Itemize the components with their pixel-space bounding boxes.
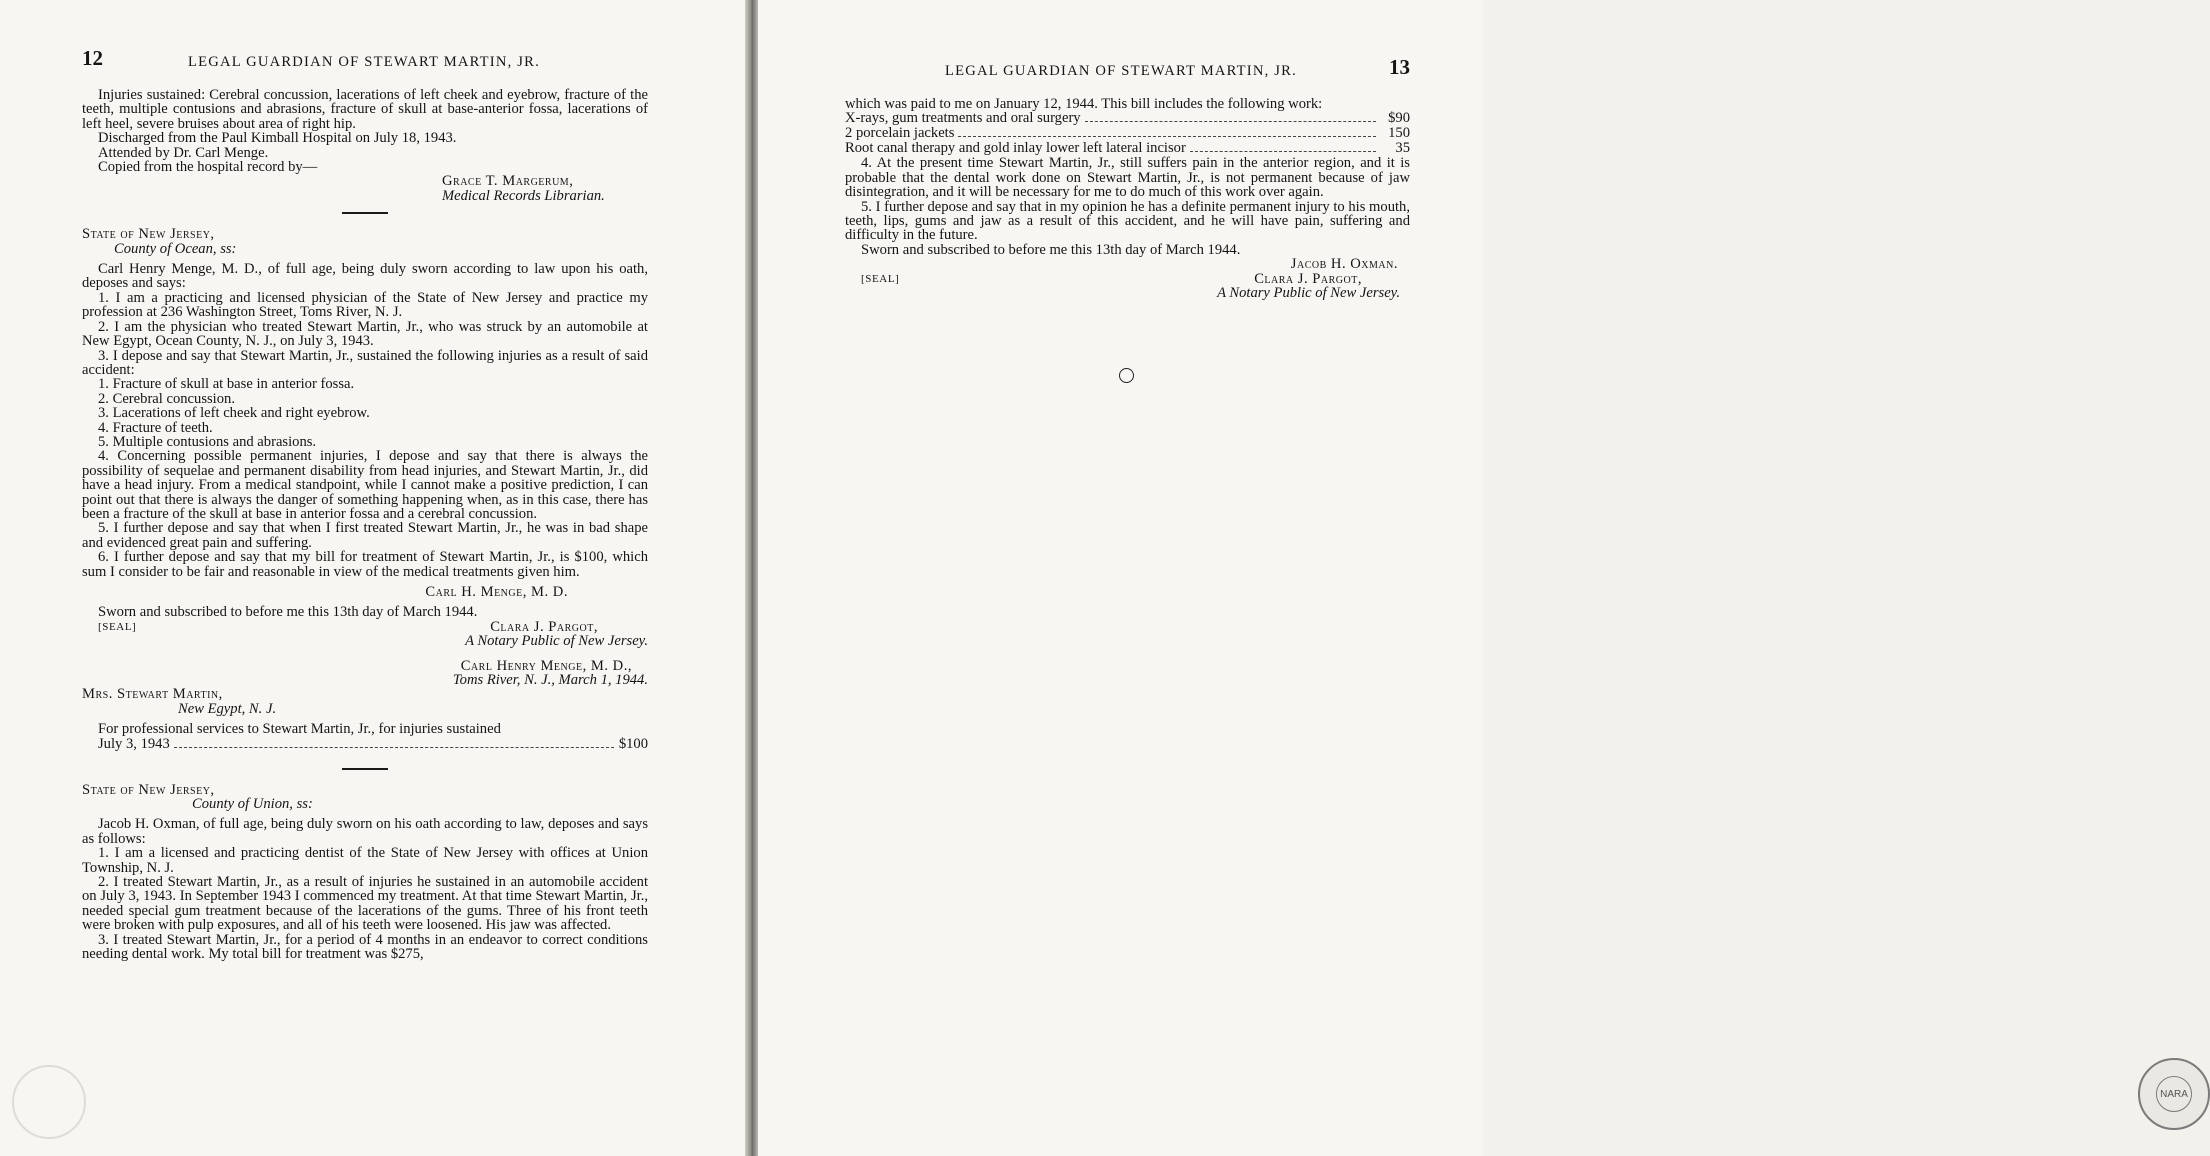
copied-line: Copied from the hospital record by— [98, 159, 318, 176]
affidavit-intro: Jacob H. Oxman, of full age, being duly sworn on his oath according to law, deposes and says as follows: [82, 816, 648, 847]
sworn-line: Sworn and subscribed to before me this 13th day of March 1944. [861, 241, 1241, 258]
bill-description: For professional services to Stewart Martin, Jr., for injuries sustained [98, 721, 501, 738]
affidavit-paragraph: 2. I am the physician who treated Stewart Martin, Jr., who was struck by an automobile at New Egypt, Ocean County, N. J., on July 3, 1943. [82, 318, 648, 350]
bill-amount: $100 [618, 735, 648, 752]
injuries-paragraph: Injuries sustained: Cerebral concussion, lacerations of left cheek and eyebrow, fracture of the teeth, multiple contusions and abrasions, fracture of skull at base-anterior fossa, lacerations of left heel, severe bruises about area of right hip. [82, 87, 648, 132]
page-header [845, 55, 1410, 84]
injury-list-item: 2. Cerebral concussion. [98, 390, 235, 407]
injury-list-item: 3. Lacerations of left cheek and right eyebrow. [98, 405, 370, 422]
discharge-line: Discharged from the Paul Kimball Hospital on July 18, 1943. [98, 130, 457, 147]
affidavit-paragraph: 2. I treated Stewart Martin, Jr., as a result of injuries he sustained in an automobile accident on July 3, 1943. In September 1943 I commenced my treatment. At that time Stewart Martin, Jr., needed special gum treatment because of the lacerations of the gums. Three of his front teeth were broken with pulp exposures, and all of his teeth were loosened. His jaw was affected. [82, 874, 648, 934]
page-number: 12 [82, 46, 103, 70]
itemized-line [845, 126, 1410, 141]
item-amount: 35 [1395, 140, 1410, 157]
affidavit-intro: Carl Henry Menge, M. D., of full age, being duly sworn according to law upon his oath, deposes and says: [82, 261, 648, 292]
bill-date: July 3, 1943 [98, 735, 170, 752]
notary-title: A Notary Public of New Jersey. [465, 633, 648, 650]
bill-to: Mrs. Stewart Martin, [82, 686, 223, 703]
item-amount: 150 [1388, 125, 1410, 142]
section-rule [342, 212, 388, 214]
item-label: X-rays, gum treatments and oral surgery [845, 110, 1081, 127]
dot-leader [174, 746, 614, 748]
affidavit-paragraph: 3. I depose and say that Stewart Martin, Jr., sustained the following injuries as a result of said accident: [82, 347, 648, 378]
bill-place-date: Toms River, N. J., March 1, 1944. [452, 672, 648, 689]
affidavit-paragraph: 1. I am a licensed and practicing dentist of the State of New Jersey with offices at Union Township, N. J. [82, 845, 648, 876]
dot-leader [1085, 120, 1376, 122]
affidavit-paragraph: 5. I further depose and say that when I first treated Stewart Martin, Jr., he was in bad shape and evidenced great pain and suffering. [82, 520, 648, 551]
librarian-title: Medical Records Librarian. [442, 187, 605, 204]
venue-state: State of New Jersey, [82, 781, 215, 798]
venue-county: County of Ocean, ss: [114, 240, 237, 257]
continuation-paragraph: which was paid to me on January 12, 1944. This bill includes the following work: [845, 96, 1323, 112]
item-label: 2 porcelain jackets [845, 125, 955, 142]
injury-list-item: 5. Multiple contusions and abrasions. [98, 433, 317, 450]
seal-mark: [SEAL] [861, 272, 900, 285]
page-number: 13 [1389, 55, 1410, 79]
dot-leader [958, 135, 1376, 137]
seal-mark: [SEAL] [98, 620, 137, 633]
attended-line: Attended by Dr. Carl Menge. [98, 144, 269, 161]
librarian-signature: Grace T. Margerum, [442, 173, 574, 190]
venue-state: State of New Jersey, [82, 226, 215, 243]
affidavit-paragraph: 4. Concerning possible permanent injuries, I depose and say that there is always the possibility of sequelae and permanent disability from head injuries, and Stewart Martin, Jr., did have a head injury. From a medical standpoint, while I cannot make a positive prediction, I can point out that there is always the danger of something happening when, as in this case, there has been a fracture of the skull at base in anterior fossa and a cerebral concussion. [82, 448, 648, 522]
notary-name: Clara J. Pargot, [490, 618, 598, 635]
page-header [82, 46, 648, 75]
bill-line [82, 737, 648, 752]
injury-list-item: 4. Fracture of teeth. [98, 419, 213, 436]
stamp-center: NARA [2156, 1076, 2192, 1112]
seal-row [82, 620, 648, 634]
affidavit-paragraph: 5. I further depose and say that in my opinion he has a definite permanent injury to his mouth, teeth, lips, gums and jaw as a result of this accident, and he will have pain, suffering and difficulty in the future. [845, 198, 1410, 244]
item-label: Root canal therapy and gold inlay lower left lateral incisor [845, 140, 1186, 157]
sworn-line: Sworn and subscribed to before me this 13th day of March 1944. [98, 604, 478, 621]
section-rule [342, 768, 388, 770]
itemized-line [845, 141, 1410, 156]
book-gutter [745, 0, 758, 1156]
affidavit-paragraph: 3. I treated Stewart Martin, Jr., for a period of 4 months in an endeavor to correct conditions needing dental work. My total bill for treatment was $275, [82, 931, 648, 963]
bill-to-place: New Egypt, N. J. [178, 700, 277, 717]
venue-county: County of Union, ss: [192, 796, 313, 813]
dot-leader [1190, 150, 1376, 152]
faint-stamp [12, 1065, 86, 1139]
bill-from: Carl Henry Menge, M. D., [460, 657, 632, 674]
page-12-text [82, 46, 648, 963]
itemized-line [845, 111, 1410, 126]
page-13-text [845, 55, 1410, 302]
running-head: LEGAL GUARDIAN OF STEWART MARTIN, JR. [188, 54, 540, 70]
physician-signature: Carl H. Menge, M. D. [425, 584, 568, 600]
running-head: LEGAL GUARDIAN OF STEWART MARTIN, JR. [945, 63, 1297, 79]
affidavit-paragraph: 4. At the present time Stewart Martin, Jr., still suffers pain in the anterior region, and it is probable that the dental work done on Stewart Martin, Jr., is not permanent because of jaw disintegration, and it will be necessary for me to do much of this work over again. [845, 155, 1410, 201]
page-12 [0, 0, 745, 1156]
seal-row [845, 272, 1410, 286]
item-amount: $90 [1388, 110, 1410, 127]
injury-list-item: 1. Fracture of skull at base in anterior fossa. [98, 376, 355, 393]
page-13 [758, 0, 2188, 1156]
notary-name: Clara J. Pargot, [1254, 270, 1362, 287]
notary-title: A Notary Public of New Jersey. [1217, 285, 1400, 302]
library-stamp [2138, 1058, 2210, 1130]
small-circle-mark [1119, 368, 1134, 383]
affidavit-paragraph: 1. I am a practicing and licensed physician of the State of New Jersey and practice my profession at 236 Washington Street, Toms River, N. J. [82, 289, 648, 321]
dentist-signature: Jacob H. Oxman. [1290, 256, 1398, 273]
affidavit-paragraph: 6. I further depose and say that my bill for treatment of Stewart Martin, Jr., is $100, which sum I consider to be fair and reasonable in view of the medical treatments given him. [82, 549, 648, 580]
